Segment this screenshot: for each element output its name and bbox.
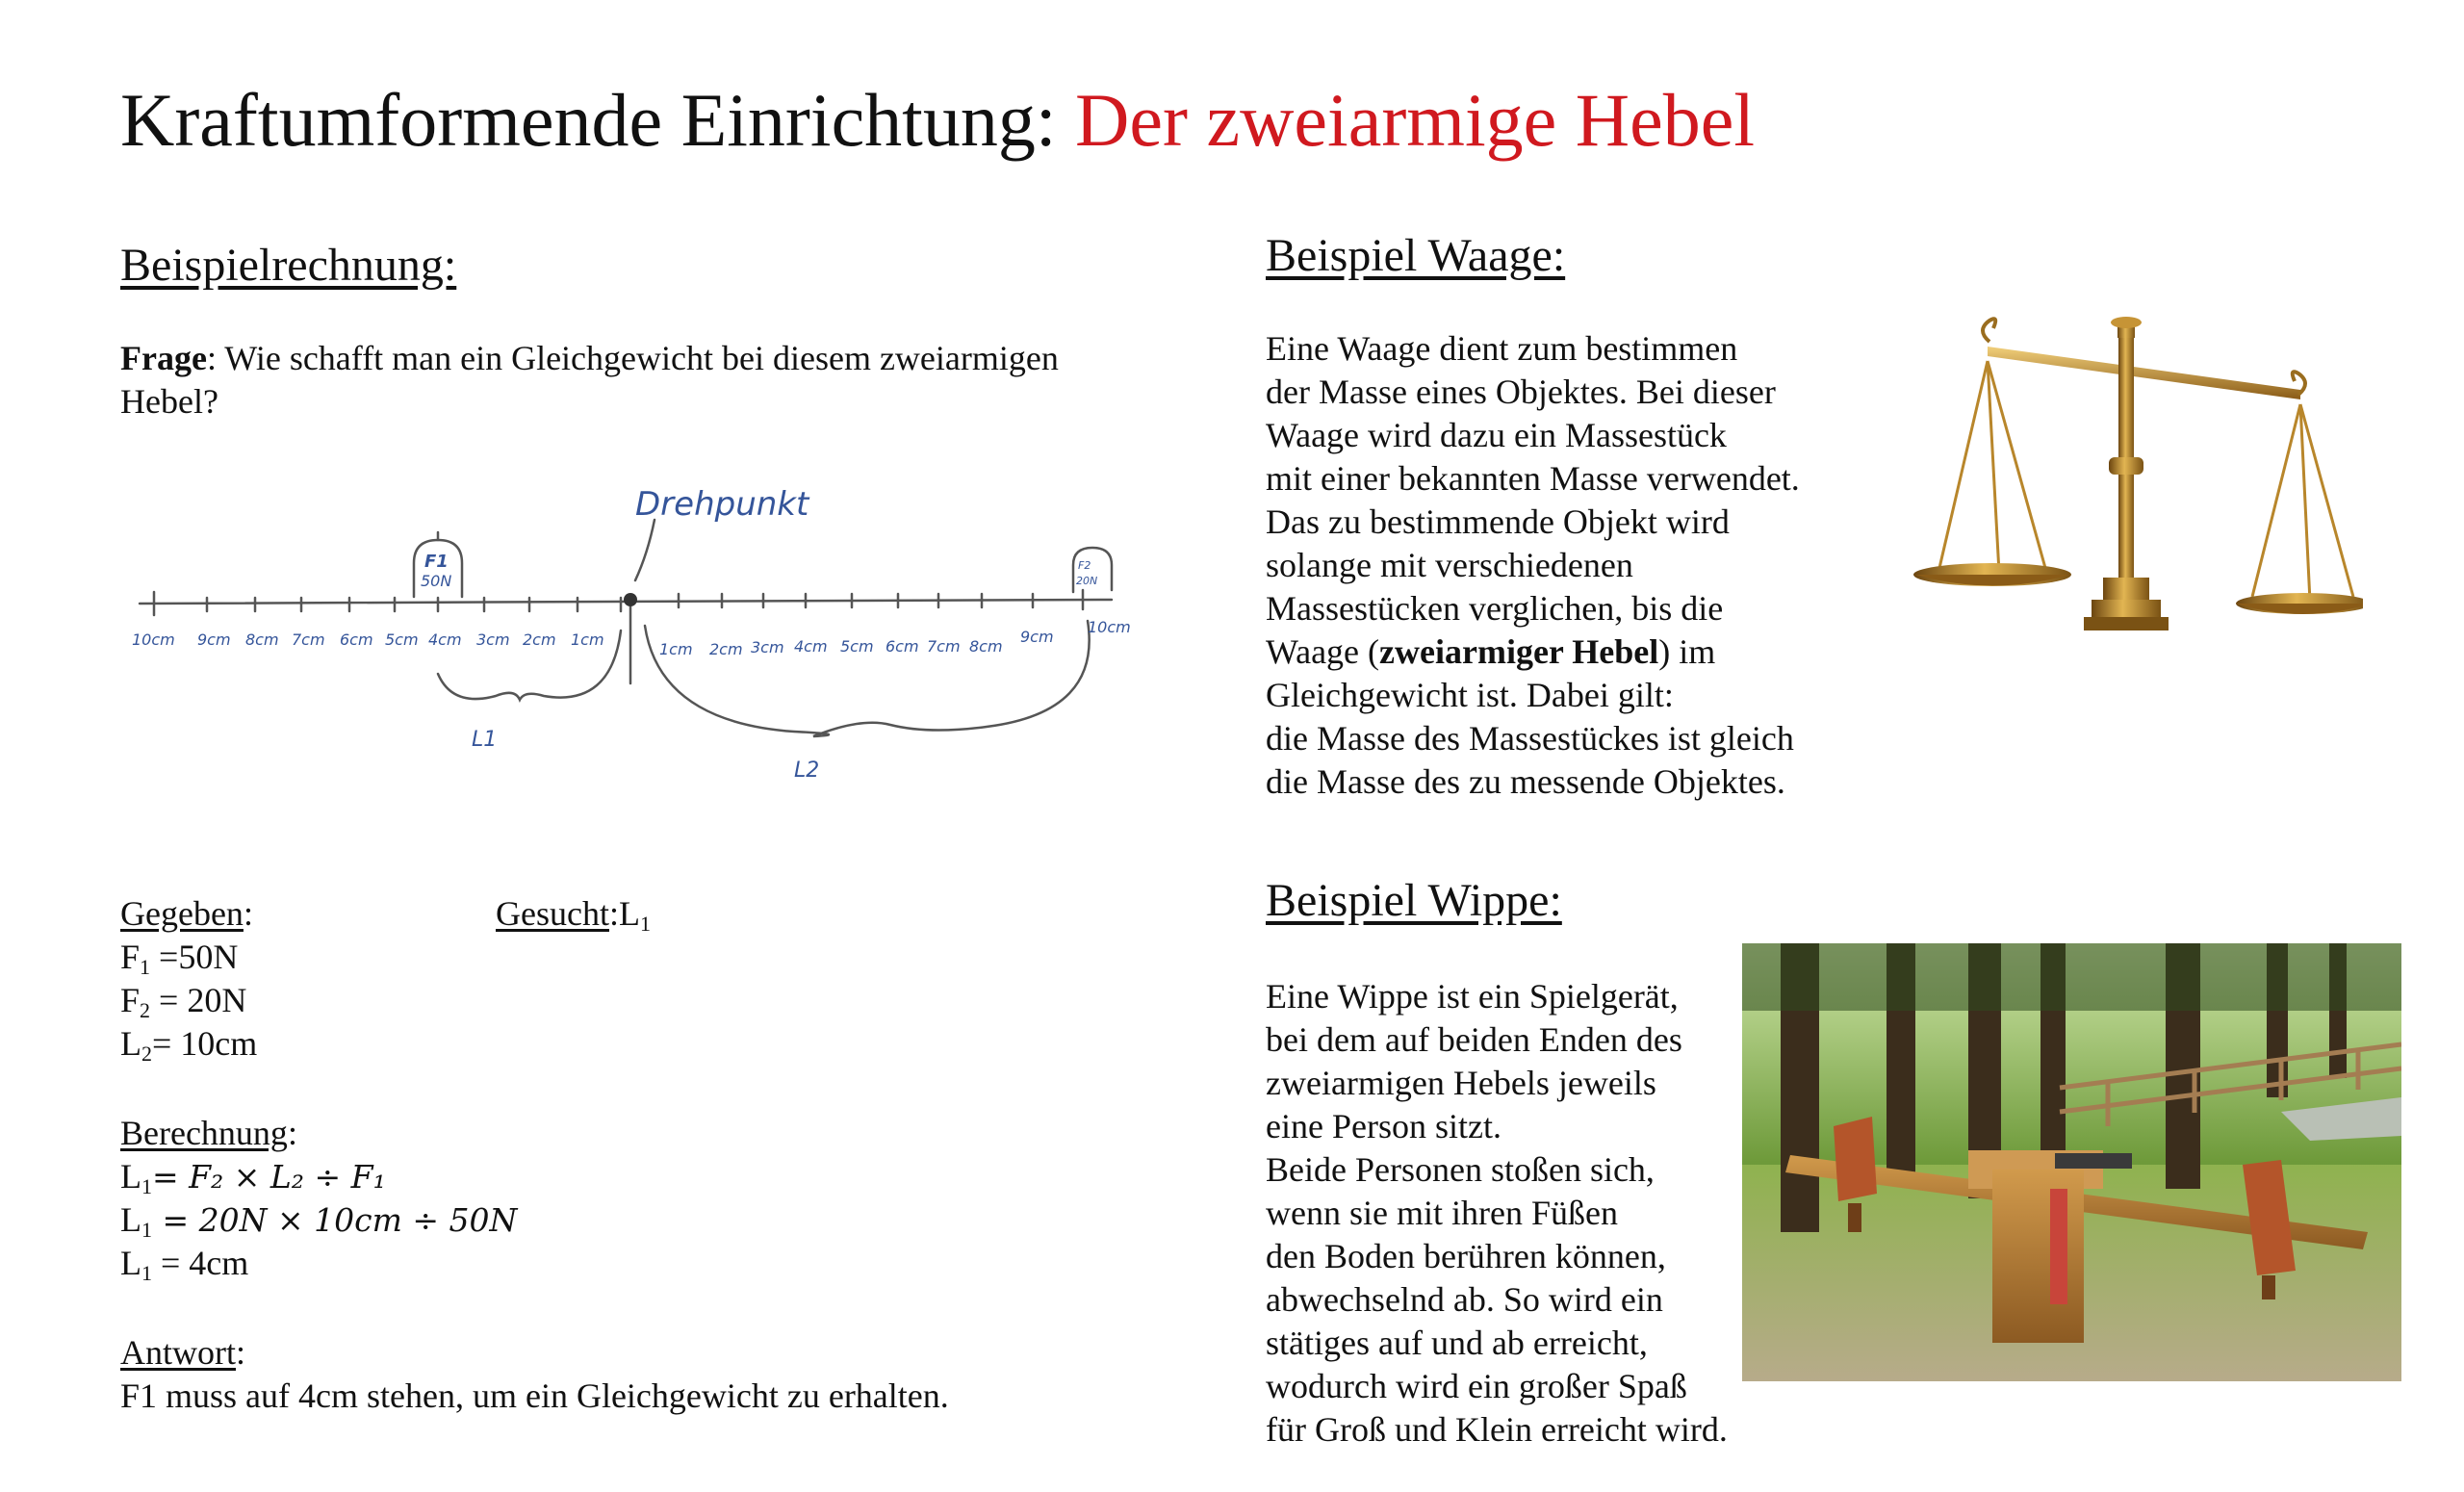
wippe-line: abwechselnd ab. So wird ein <box>1266 1280 1663 1319</box>
answer-block: Antwort: F1 muss auf 4cm stehen, um ein Gleichgewicht zu erhalten. <box>120 1331 949 1418</box>
weight-2-label-bottom: 20N <box>1076 575 1098 587</box>
l1-label: L1 <box>472 728 498 752</box>
question-block <box>120 337 1198 424</box>
weight-1-label-bottom: 50N <box>421 572 452 590</box>
wippe-line: den Boden berühren können, <box>1266 1237 1666 1275</box>
waage-line: mit einer bekannten Masse verwendet. <box>1266 459 1800 498</box>
tick-label: 9cm <box>197 630 231 649</box>
wippe-line: Beide Personen stoßen sich, <box>1266 1150 1655 1189</box>
pivot-label: Drehpunkt <box>635 485 809 524</box>
waage-line: Massestücken verglichen, bis die <box>1266 589 1724 628</box>
wippe-line: zweiarmigen Hebels jeweils <box>1266 1064 1656 1102</box>
tick-label: 6cm <box>340 630 373 649</box>
right-tick-labels <box>659 618 1131 658</box>
tick-label: 10cm <box>1088 618 1131 636</box>
tick-label: 3cm <box>751 638 784 656</box>
wippe-text <box>1266 975 1766 1452</box>
answer-text: F1 muss auf 4cm stehen, um ein Gleichgewicht zu erhalten. <box>120 1376 949 1415</box>
tick-label: 7cm <box>927 637 961 656</box>
sought-block: $Gesucht:L_1$ <box>496 894 651 936</box>
wippe-line: bei dem auf beiden Enden des <box>1266 1020 1682 1059</box>
waage-line: solange mit verschiedenen <box>1266 546 1633 584</box>
calculation-line-2: $L_1 = 20N \times 10cm \div 50N$ <box>120 1200 518 1242</box>
waage-text <box>1266 327 1882 804</box>
waage-line: Waage wird dazu ein Massestück <box>1266 416 1727 454</box>
question-text-2: Hebel? <box>120 382 218 421</box>
answer-label: Antwort <box>120 1333 236 1372</box>
question-text-1: : Wie schafft man ein Gleichgewicht bei diesem zweiarmigen <box>206 339 1059 377</box>
l2-label: L2 <box>794 759 820 783</box>
tick-label: 6cm <box>886 637 919 656</box>
wippe-line: eine Person sitzt. <box>1266 1107 1502 1145</box>
waage-line: Waage (zweiarmiger Hebel) im <box>1266 632 1716 671</box>
left-tick-labels <box>132 630 604 649</box>
tick-label: 4cm <box>794 637 828 656</box>
calculation-line-1: $L_1= F_2 \times L_2 \div F_1$ <box>120 1157 386 1198</box>
wippe-line: stätiges auf und ab erreicht, <box>1266 1324 1648 1362</box>
heading-beispiel-waage: Beispiel Waage: <box>1266 230 1566 281</box>
tick-label: 7cm <box>292 630 325 649</box>
tick-label: 1cm <box>659 640 693 658</box>
wippe-line: Eine Wippe ist ein Spielgerät, <box>1266 977 1679 1016</box>
tick-label: 8cm <box>969 637 1003 656</box>
tick-label: 10cm <box>132 630 175 649</box>
tick-label: 2cm <box>709 640 743 658</box>
page-title <box>120 77 1755 164</box>
tick-label: 2cm <box>523 630 556 649</box>
weight-2-label-top: F2 <box>1078 559 1091 572</box>
given-f2: $F_2 = 20N$ <box>120 981 247 1022</box>
tick-label: 9cm <box>1020 628 1054 646</box>
calculation-block: Berechnung: $L_1= F_2 \times L_2 \div F_1$ $L_1 = 20N \times 10cm \div 50N$ $L_1 = 4cm$ <box>120 1114 518 1285</box>
sought-value: L <box>618 894 640 933</box>
tick-label: 1cm <box>571 630 604 649</box>
tick-label: 3cm <box>476 630 510 649</box>
pivot-pointer <box>635 520 654 580</box>
calculation-line-3: $L_1 = 4cm$ <box>120 1244 249 1285</box>
waage-line: die Masse des Massestückes ist gleich <box>1266 719 1794 758</box>
given-l2: $L_2= 10cm$ <box>120 1024 258 1066</box>
waage-line: der Masse eines Objektes. Bei dieser <box>1266 373 1776 411</box>
calculation-label: Berechnung <box>120 1114 288 1152</box>
tick-label: 5cm <box>385 630 419 649</box>
wippe-line: wodurch wird ein großer Spaß <box>1266 1367 1687 1405</box>
title-main: Kraftumformende Einrichtung: <box>120 78 1057 162</box>
wippe-line: für Groß und Klein erreicht wird. <box>1266 1410 1728 1449</box>
heading-beispiel-wippe: Beispiel Wippe: <box>1266 875 1562 926</box>
sought-label: Gesucht <box>496 894 609 933</box>
given-f1: $F_1 =50N$ <box>120 938 239 979</box>
question-label: Frage <box>120 339 207 377</box>
pivot-point <box>624 593 637 606</box>
seesaw-photo <box>1742 943 2401 1381</box>
tick-label: 5cm <box>840 637 874 656</box>
tick-label: 4cm <box>428 630 462 649</box>
balance-scale-image <box>1911 303 2363 640</box>
waage-line: die Masse des zu messende Objektes. <box>1266 762 1785 801</box>
given-label: Gegeben <box>120 894 244 933</box>
title-accent: Der zweiarmige Hebel <box>1075 78 1755 162</box>
waage-line: Das zu bestimmende Objekt wird <box>1266 502 1730 541</box>
waage-line: Gleichgewicht ist. Dabei gilt: <box>1266 676 1674 714</box>
given-block: Gegeben: $F_1 =50N$ $F_2 = 20N$ $L_2= 10cm$ <box>120 894 258 1066</box>
weight-1-label-top: F1 <box>424 552 449 572</box>
wippe-line: wenn sie mit ihren Füßen <box>1266 1194 1618 1232</box>
waage-line: Eine Waage dient zum bestimmen <box>1266 329 1738 368</box>
heading-beispielrechnung: Beispielrechnung: <box>120 240 457 291</box>
lever-sketch <box>120 467 1165 794</box>
waage-bold-term: zweiarmiger Hebel <box>1379 632 1659 671</box>
tick-label: 8cm <box>245 630 279 649</box>
